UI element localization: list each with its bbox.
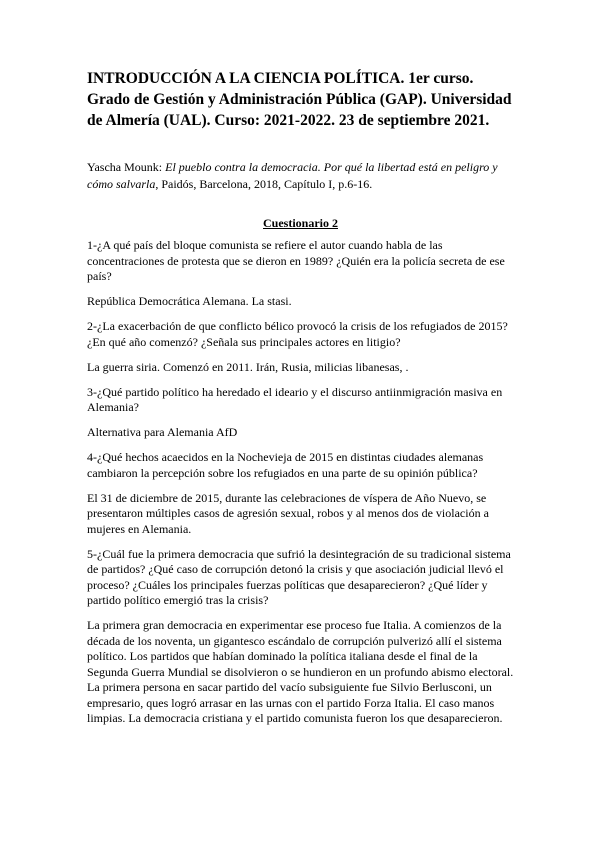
question-2: 2-¿La exacerbación de que conflicto bélico provocó la crisis de los refugiados de 2015? ¿En qué año comenzó? ¿Señala sus principales actores en litigio? <box>87 319 508 349</box>
reference-author: Yascha Mounk: <box>87 160 166 174</box>
answer-5: La primera gran democracia en experimentar ese proceso fue Italia. A comienzos de la década de los noventa, un gigantesco escándalo de corrupción pulverizó allí el sistema político. Los partidos que habían dominado la política italiana desde el final de la Segunda Guerra Mundial se disolvieron o se hundieron en un profundo abismo electoral. La primera persona en sacar partido del vacío subsiguiente fue Silvio Berlusconi, un empresario, ques logró arrasar en las urnas con el partido Forza Italia. El caso manos limpias. La democracia cristiana y el partido comunista fueron los que desaparecieron. <box>87 618 514 725</box>
question-5: 5-¿Cuál fue la primera democracia que sufrió la desintegración de su tradicional sistema de partidos? ¿Qué caso de corrupción detonó la crisis y que asociación judicial llevó el proceso? ¿Cuáles los principales fuerzas políticas que desaparecieron? ¿Qué líder y partido político emergió tras la crisis? <box>87 546 511 607</box>
document-title: INTRODUCCIÓN A LA CIENCIA POLÍTICA. 1er curso. Grado de Gestión y Administración Pública (GAP). Universidad de Almería (UAL). Curso: 2021-2022. 23 de septiembre 2021. <box>87 70 512 129</box>
answer-4: El 31 de diciembre de 2015, durante las celebraciones de víspera de Año Nuevo, se presentaron múltiples casos de agresión sexual, robos y al menos dos de violación a mujeres en Alemania. <box>87 490 489 536</box>
reference-details: , Paidós, Barcelona, 2018, Capítulo I, p.6-16. <box>155 177 373 191</box>
question-3: 3-¿Qué partido político ha heredado el ideario y el discurso antiinmigración masiva en Alemania? <box>87 384 503 414</box>
answer-2: La guerra siria. Comenzó en 2011. Irán, Rusia, milicias libanesas, . <box>87 359 409 374</box>
answer-1: República Democrática Alemana. La stasi. <box>87 294 292 308</box>
question-4: 4-¿Qué hechos acaecidos en la Nochevieja de 2015 en distintas ciudades alemanas cambiaron la percepción sobre los refugiados en una parte de su opinión pública? <box>87 450 484 480</box>
reference-book-title: El pueblo contra la democracia. Por qué la libertad está en peligro y cómo salvarla <box>87 160 498 191</box>
question-1: 1-¿A qué país del bloque comunista se refiere el autor cuando habla de las concentraciones de protesta que se dieron en 1989? ¿Quién era la policía secreta de ese país? <box>87 238 505 283</box>
book-reference <box>87 159 514 193</box>
questionnaire-title: Cuestionario 2 <box>263 216 338 230</box>
answer-3: Alternativa para Alemania AfD <box>87 425 238 439</box>
